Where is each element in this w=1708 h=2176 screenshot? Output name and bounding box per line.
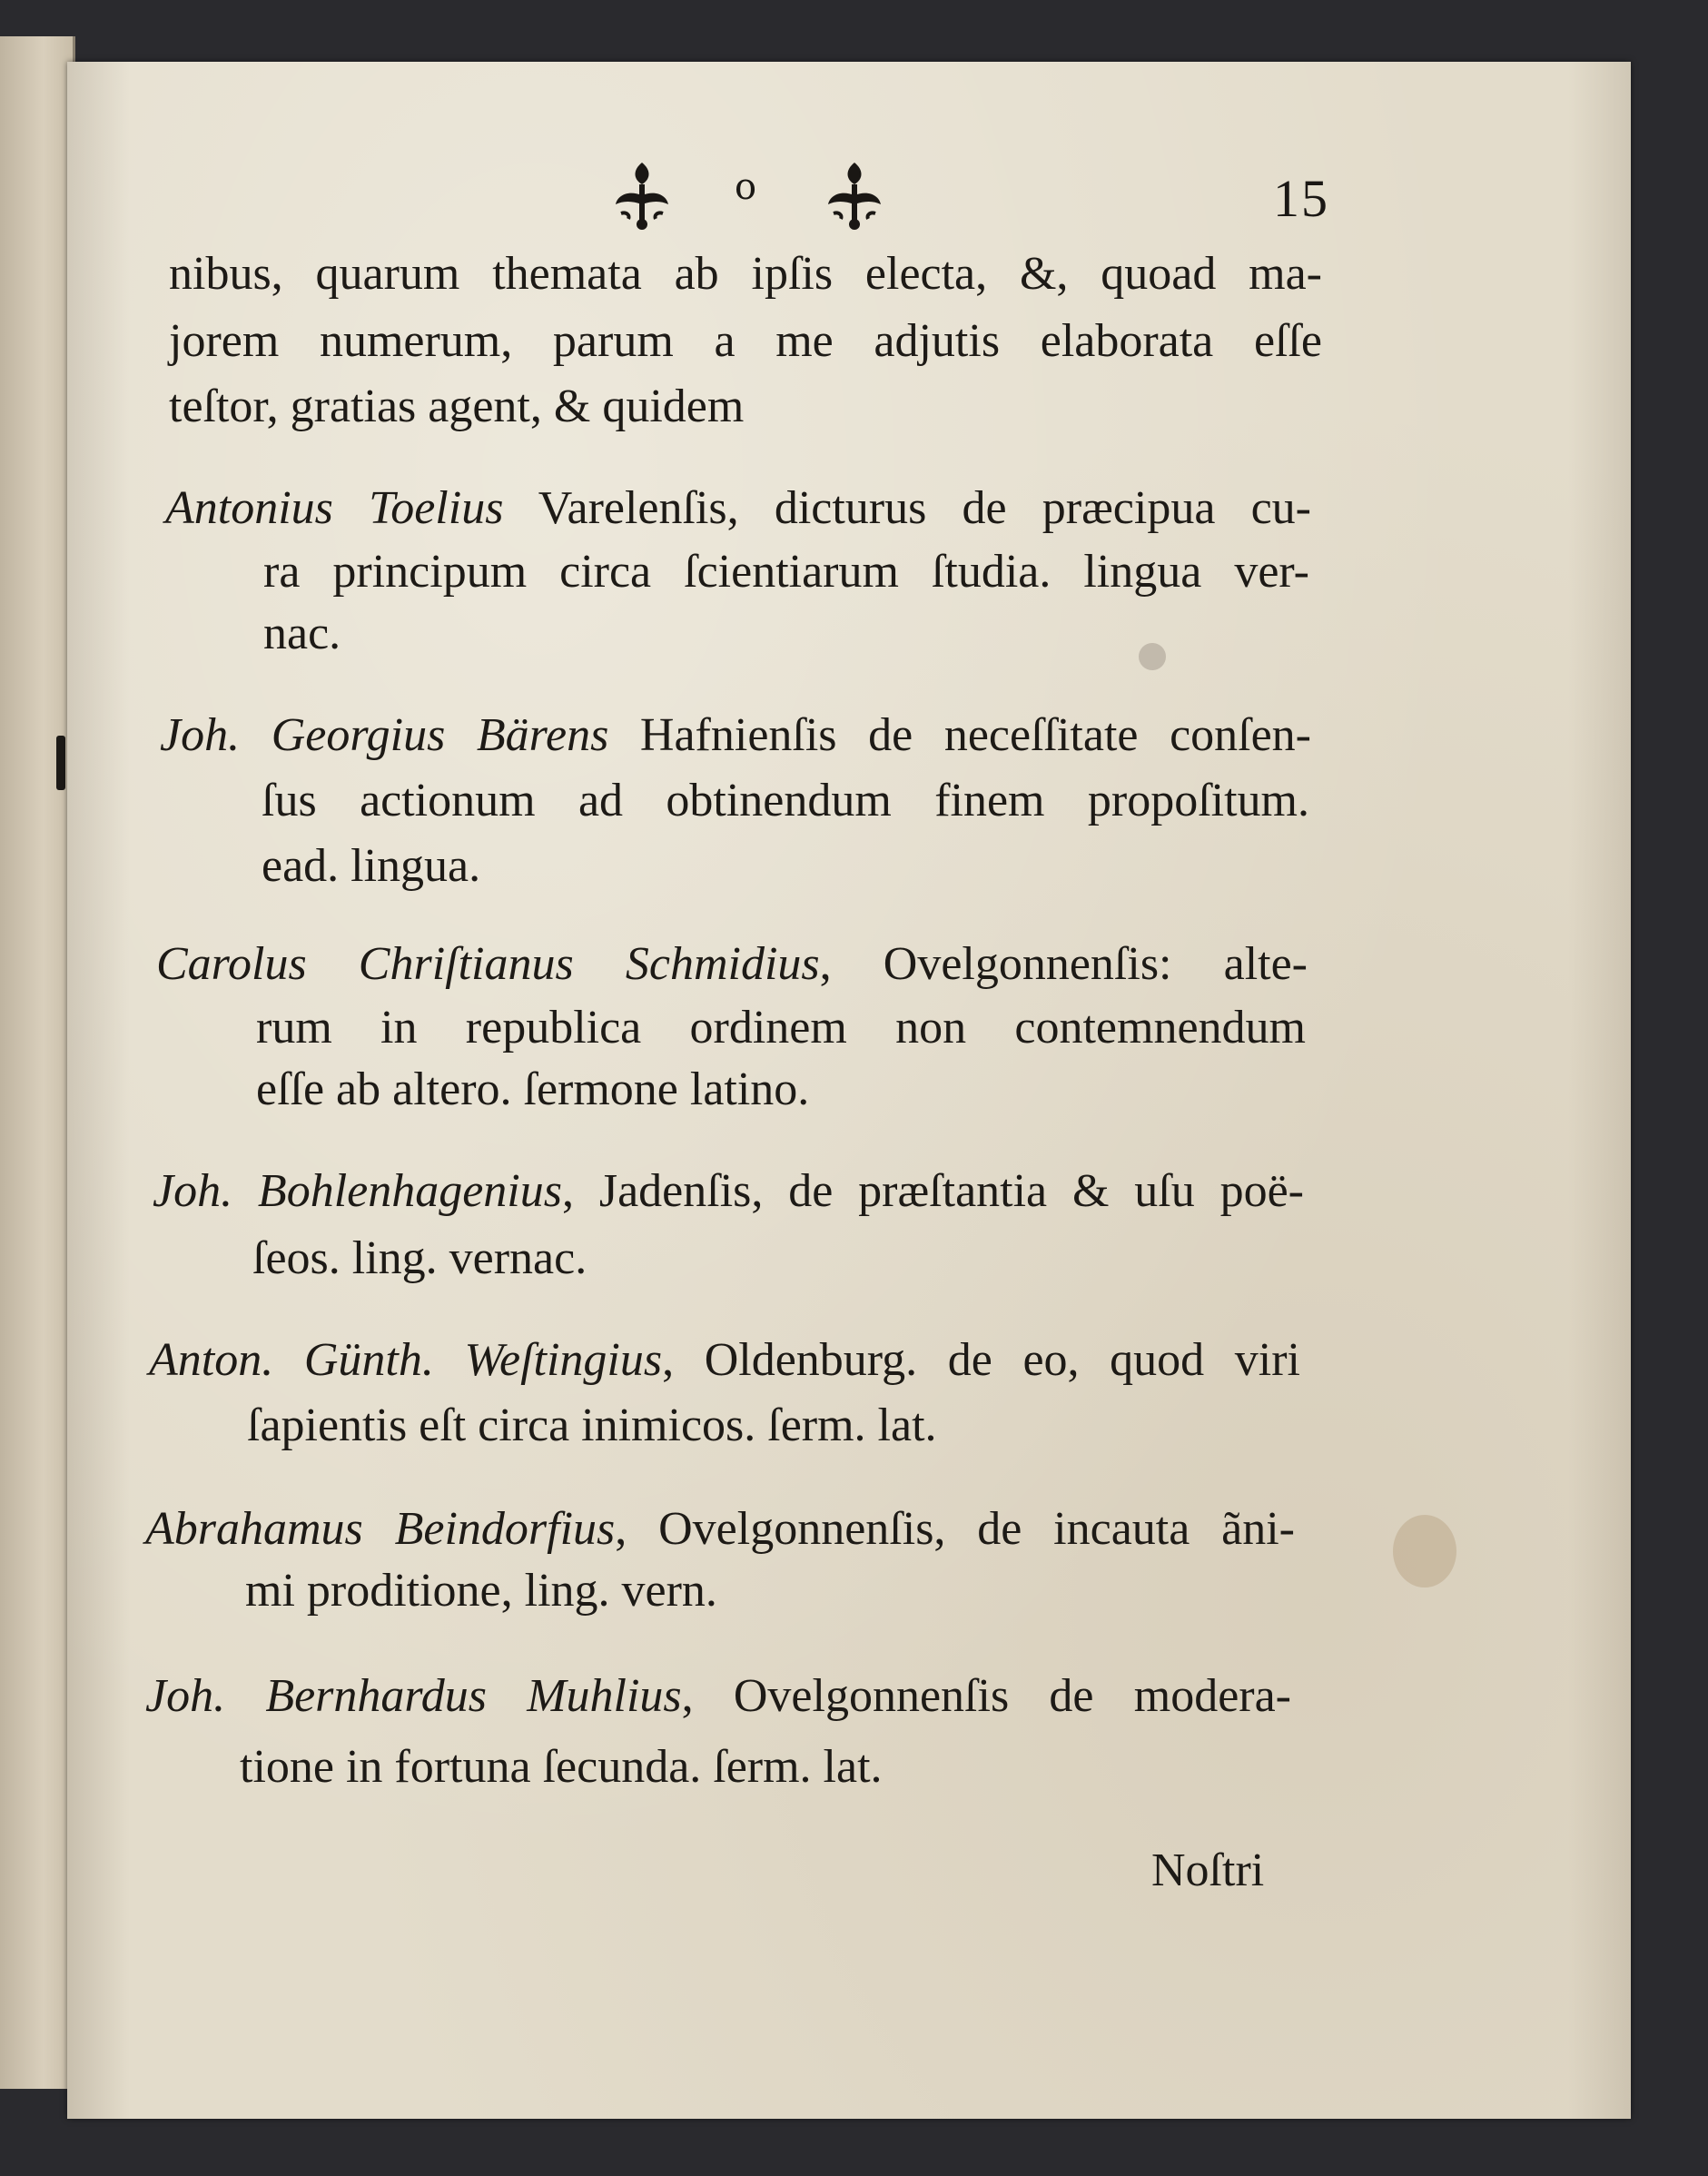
entry-first-line (149, 1333, 1300, 1388)
entry-line: rum in republica ordinem non contemnendum (256, 1002, 1306, 1053)
entry-text: Hafnienſis de neceſſitate conſen- (608, 709, 1311, 761)
entry-name: Abrahamus Beindorfius (145, 1503, 616, 1555)
intro-line: teſtor, gratias agent, & quidem (169, 381, 745, 432)
entry-line: ſeos. ling. vernac. (252, 1232, 587, 1284)
entry-first-line (145, 1502, 1295, 1557)
entry-first-line (160, 708, 1311, 763)
entry-line: ſus actionum ad obtinendum finem propoſitum. (262, 775, 1309, 826)
entry-name: Joh. Bernhardus Muhlius (145, 1670, 682, 1722)
page-number: 15 (1273, 169, 1329, 228)
entry-name: Anton. Günth. Weſtingius (149, 1334, 663, 1386)
intro-line: jorem numerum, parum a me adjutis elaborata eſſe (169, 315, 1322, 367)
entry-line: nac. (263, 608, 341, 659)
entry-text: Varelenſis, dicturus de præcipua cu- (503, 482, 1311, 534)
entry-first-line (156, 937, 1308, 992)
intro-line: nibus, quarum themata ab ipſis electa, &, quoad ma- (169, 248, 1322, 300)
entry-line: ſapientis eſt circa inimicos. ſerm. lat. (247, 1400, 937, 1451)
entry-text: , Ovelgonnenſis: alte- (819, 938, 1308, 990)
entry-name: Carolus Chriſtianus Schmidius (156, 938, 820, 990)
entry-line: mi proditione, ling. vern. (245, 1565, 717, 1617)
entry-text: , Oldenburg. de eo, quod viri (662, 1334, 1301, 1386)
entry-first-line (153, 1164, 1304, 1219)
entry-line: tione in fortuna ſecunda. ſerm. lat. (240, 1741, 883, 1793)
entry-text: , Ovelgonnenſis de modera- (681, 1670, 1291, 1722)
entry-line: ra principum circa ſcientiarum ſtudia. lingua ver- (263, 546, 1309, 598)
entry-text: , Jadenſis, de præſtantia & uſu poë- (562, 1165, 1304, 1217)
entry-name: Joh. Georgius Bärens (160, 709, 609, 761)
entry-name: Antonius Toelius (165, 482, 504, 534)
entry-first-line (165, 481, 1311, 536)
entry-first-line (145, 1669, 1291, 1724)
entry-line: ead. lingua. (262, 840, 481, 892)
catchword: Noſtri (1151, 1845, 1265, 1896)
header-center-mark: o (735, 166, 757, 208)
entry-name: Joh. Bohlenhagenius (153, 1165, 562, 1217)
entry-line: eſſe ab altero. ſermone latino. (256, 1063, 810, 1115)
entry-text: , Ovelgonnenſis, de incauta ãni- (615, 1503, 1295, 1555)
